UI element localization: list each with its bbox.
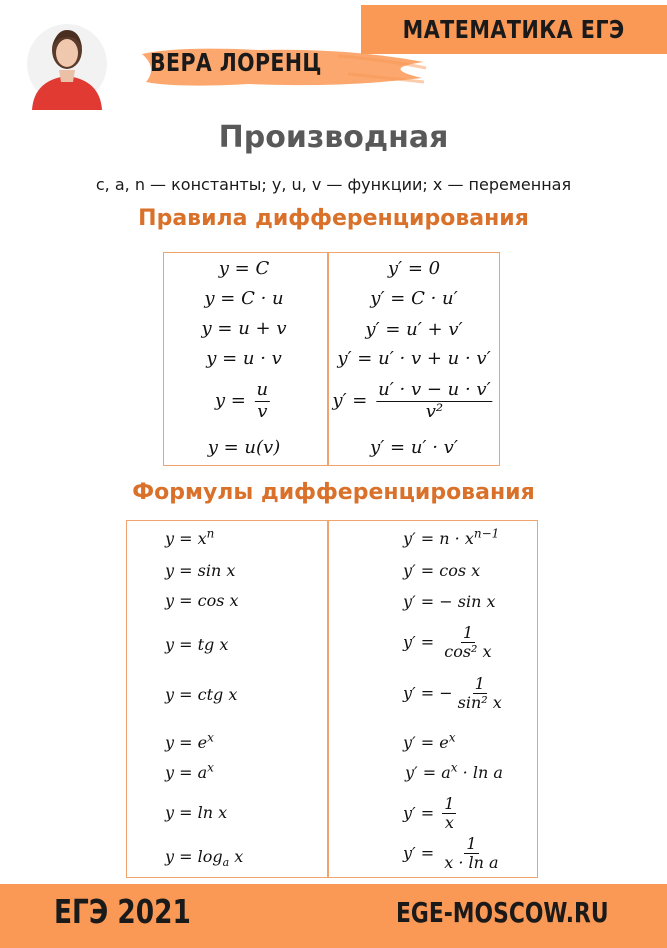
fraction: $\frac{1}{\text{sin² x}}$ xyxy=(457,674,502,713)
formula-exp-left: $y = e^x$ xyxy=(165,730,214,752)
table-divider xyxy=(327,253,329,465)
fraction: $\frac{1}{x}$ xyxy=(444,794,455,833)
formula-exp-right: $y' = e^x$ xyxy=(403,730,456,752)
rule-quotient-left: y = $\frac{u}{v}$ xyxy=(214,379,269,422)
formula-log-left: $y = \log_a x$ xyxy=(165,847,244,870)
formula-tg-left: y = tg x xyxy=(165,635,229,654)
footer-exam-year: ЕГЭ 2021 xyxy=(54,892,191,931)
formula-tg-right: y′ = $\frac{1}{\text{cos² x}}$ xyxy=(403,623,492,662)
rule-left: y = u(v) xyxy=(207,437,281,458)
author-name: ВЕРА ЛОРЕНЦ xyxy=(150,48,322,77)
rule-right: y′ = u′ + v′ xyxy=(365,319,463,340)
rule-left: y = u + v xyxy=(201,318,287,339)
formula-sin-left: y = sin x xyxy=(165,561,236,580)
footer-website[interactable]: EGE-MOSCOW.RU xyxy=(396,896,609,929)
rule-right: y′ = u′ · v + u · v′ xyxy=(337,348,491,369)
formula-ctg-right: y′ = − $\frac{1}{\text{sin² x}}$ xyxy=(403,674,502,713)
fraction: $\frac{1}{\text{x · ln a}}$ xyxy=(444,834,499,873)
formula-log-right: y′ = $\frac{1}{\text{x · ln a}}$ xyxy=(403,834,499,873)
table-divider xyxy=(327,521,329,877)
formula-power-left: $y = x^n$ xyxy=(165,526,215,548)
formula-ctg-left: y = ctg x xyxy=(165,685,238,704)
formula-aexp-right: $y' = a^x \cdot \ln a$ xyxy=(405,760,503,782)
rule-right: y′ = 0 xyxy=(387,258,441,279)
rule-quotient-right: y′ = $\frac{u' \cdot v - u \cdot v'}{\text{v²}}$ xyxy=(332,379,491,422)
rules-table xyxy=(163,252,500,466)
section-rules-heading: Правила дифференцирования xyxy=(138,206,529,231)
formula-power-right: $y' = n \cdot x^{n-1}$ xyxy=(403,526,500,548)
formula-ln-left: y = ln x xyxy=(165,803,228,822)
rule-left: y = u · v xyxy=(206,348,282,369)
rule-left: y = C · u xyxy=(204,288,284,309)
section-formulas-heading: Формулы дифференцирования xyxy=(132,480,535,505)
legend-note: c, a, n — константы; y, u, v — функции; x — переменная xyxy=(95,175,572,194)
formula-sin-right: y′ = cos x xyxy=(403,561,481,580)
brand-title: МАТЕМАТИКА ЕГЭ xyxy=(402,15,625,44)
fraction: $\frac{u' \cdot v - u \cdot v'}{\text{v²}}$ xyxy=(378,379,491,422)
formula-cos-left: y = cos x xyxy=(165,591,239,610)
rule-right: y′ = u′ · v′ xyxy=(370,437,458,458)
rule-right: y′ = C · u′ xyxy=(370,288,458,309)
author-avatar xyxy=(26,10,108,110)
formulas-table xyxy=(126,520,538,878)
formula-cos-right: y′ = − sin x xyxy=(403,592,496,611)
page-title: Производная xyxy=(218,120,449,155)
rule-left: y = C xyxy=(218,258,270,279)
formula-ln-right: y′ = $\frac{1}{x}$ xyxy=(403,794,455,833)
formula-aexp-left: $y = a^x$ xyxy=(165,760,214,782)
fraction: $\frac{u}{v}$ xyxy=(256,379,269,422)
fraction: $\frac{1}{\text{cos² x}}$ xyxy=(444,623,492,662)
